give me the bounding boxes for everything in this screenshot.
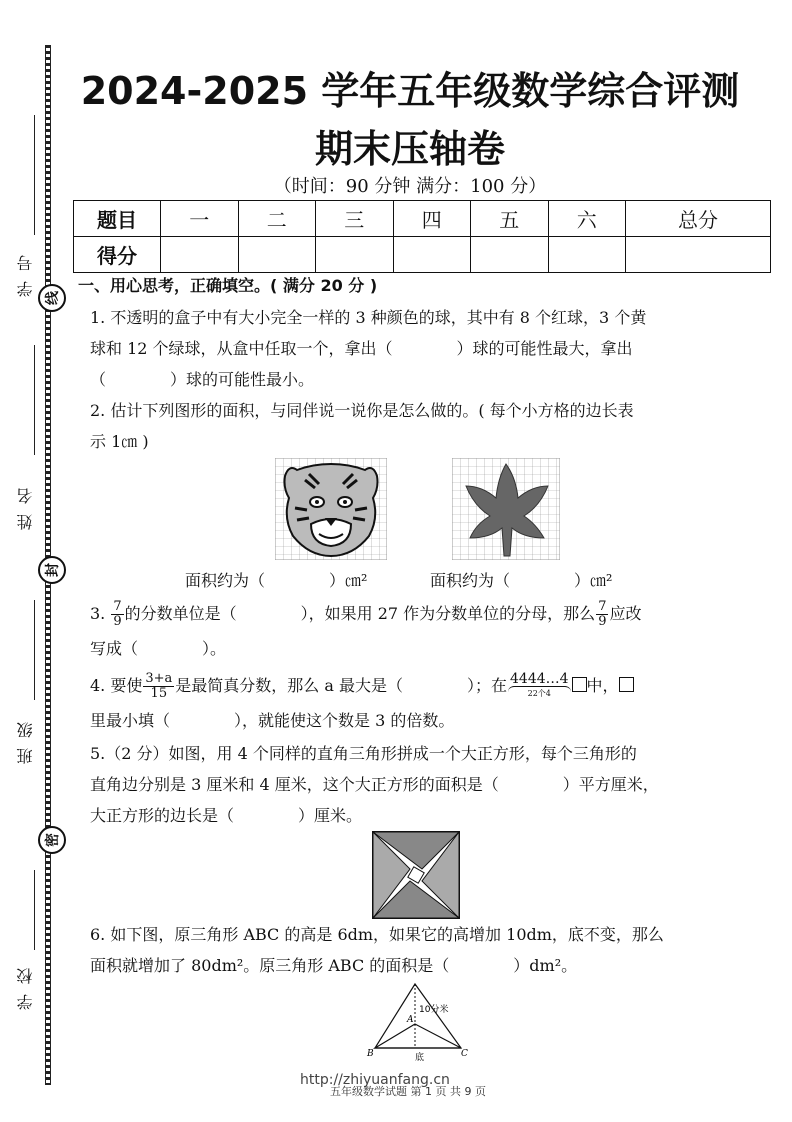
- text-line: 里最小填（ ），就能使这个数是 3 的倍数。: [90, 711, 455, 730]
- question-3: [90, 598, 755, 664]
- text-line: 1. 不透明的盒子中有大小完全一样的 3 种颜色的球，其中有 8 个红球，3 个黄: [90, 308, 647, 327]
- triangle-abc-figure: [365, 980, 475, 1062]
- svg-text:A: A: [407, 1015, 414, 1025]
- table-cell: 五: [471, 201, 549, 237]
- score-table-header-row: [74, 201, 771, 237]
- q-number: 3.: [90, 604, 106, 623]
- margin-line: [34, 870, 35, 950]
- score-input-cell[interactable]: [471, 237, 549, 273]
- area-answer-1: 面积约为（ ）㎝²: [185, 571, 368, 590]
- seal-xian: 线: [38, 284, 66, 312]
- leaf-grid-figure: [452, 458, 560, 560]
- text-line: [90, 598, 755, 629]
- table-cell: 一: [161, 201, 239, 237]
- text-line: 写成（ ）。: [90, 639, 227, 658]
- text-line: 大正方形的边长是（ ）厘米。: [90, 806, 363, 825]
- question-1: [90, 302, 755, 395]
- table-cell: 三: [316, 201, 394, 237]
- svg-text:底: 底: [415, 1053, 425, 1062]
- page-subtitle: 期末压轴卷: [314, 127, 505, 171]
- fraction: $\frac{3+a}{15}$: [145, 671, 173, 701]
- score-input-cell[interactable]: [548, 237, 626, 273]
- question-2: [90, 395, 755, 457]
- table-cell: 四: [393, 201, 471, 237]
- text-run: 是最简真分数，那么 a 最大是（ ）；在: [175, 676, 507, 695]
- text-line: 2. 估计下列图形的面积，与同伴说一说你是怎么做的。( 每个小方格的边长表: [90, 401, 634, 420]
- score-table-score-row: [74, 237, 771, 273]
- score-input-cell[interactable]: [316, 237, 394, 273]
- page-title: 2024-2025 学年五年级数学综合评测: [80, 69, 740, 113]
- table-cell: 得分: [74, 237, 161, 273]
- tiger-grid-figure: [275, 458, 387, 560]
- table-cell: 六: [548, 201, 626, 237]
- text-line: 5.（2 分）如图，用 4 个同样的直角三角形拼成一个大正方形，每个三角形的: [90, 744, 637, 763]
- score-table: [73, 200, 771, 273]
- score-input-cell[interactable]: [161, 237, 239, 273]
- text-line: 面积就增加了 80dm²。原三角形 ABC 的面积是（ ）dm²。: [90, 956, 578, 975]
- table-cell: 二: [238, 201, 316, 237]
- text-line: 示 1㎝ ): [90, 432, 149, 451]
- margin-label-class: 班级: [16, 712, 35, 764]
- text-line: 球和 12 个绿球，从盒中任取一个，拿出（ ）球的可能性最大，拿出: [90, 339, 633, 358]
- score-input-cell[interactable]: [238, 237, 316, 273]
- text-run: 4. 要使: [90, 676, 143, 695]
- fraction: $\frac{7}{9}$: [113, 599, 122, 629]
- fraction: $\frac{7}{9}$: [598, 599, 607, 629]
- question-6: [90, 919, 755, 981]
- blank-box[interactable]: [619, 677, 634, 692]
- text-line: [90, 670, 755, 701]
- text-run: 的分数单位是（ ），如果用 27 作为分数单位的分母，那么: [124, 604, 596, 623]
- text-line: 直角边分别是 3 厘米和 4 厘米，这个大正方形的面积是（ ）平方厘米，: [90, 775, 659, 794]
- margin-label-student-id: 学号: [16, 245, 35, 297]
- svg-text:B: B: [367, 1049, 374, 1059]
- text-run: 应改: [609, 604, 642, 623]
- margin-line: [34, 600, 35, 700]
- text-line: （ ）球的可能性最小。: [90, 370, 315, 389]
- seal-mi: 密: [38, 826, 66, 854]
- watermark-url: http://zhiyuanfang.cn: [300, 1072, 450, 1088]
- section-heading: 一、用心思考，正确填空。( 满分 20 分 ): [78, 276, 378, 295]
- exam-info: （时间：90 分钟 满分：100 分）: [273, 176, 547, 197]
- svg-text:10分米: 10分米: [419, 1005, 449, 1015]
- margin-label-school: 学校: [16, 958, 35, 1010]
- score-input-cell[interactable]: [626, 237, 771, 273]
- blank-box[interactable]: [572, 677, 587, 692]
- table-cell: 总分: [626, 201, 771, 237]
- area-answer-2: 面积约为（ ）㎝²: [430, 571, 613, 590]
- square-of-triangles-figure: [372, 831, 460, 919]
- margin-line: [34, 345, 35, 455]
- page-number: 五年级数学试题 第 1 页 共 9 页: [330, 1085, 486, 1098]
- table-cell: 题目: [74, 201, 161, 237]
- margin-line: [34, 115, 35, 235]
- seal-feng: 封: [38, 556, 66, 584]
- text-line: 6. 如下图，原三角形 ABC 的高是 6dm，如果它的高增加 10dm，底不变，那么: [90, 925, 664, 944]
- margin-label-name: 姓名: [16, 478, 35, 530]
- text-run: 中，: [586, 676, 619, 695]
- svg-text:C: C: [461, 1049, 468, 1059]
- question-5: [90, 738, 755, 831]
- question-4: [90, 670, 755, 736]
- repeated-digit-number: $\frac{4444\dots 4}{\text{22个4}}$: [508, 672, 571, 701]
- score-input-cell[interactable]: [393, 237, 471, 273]
